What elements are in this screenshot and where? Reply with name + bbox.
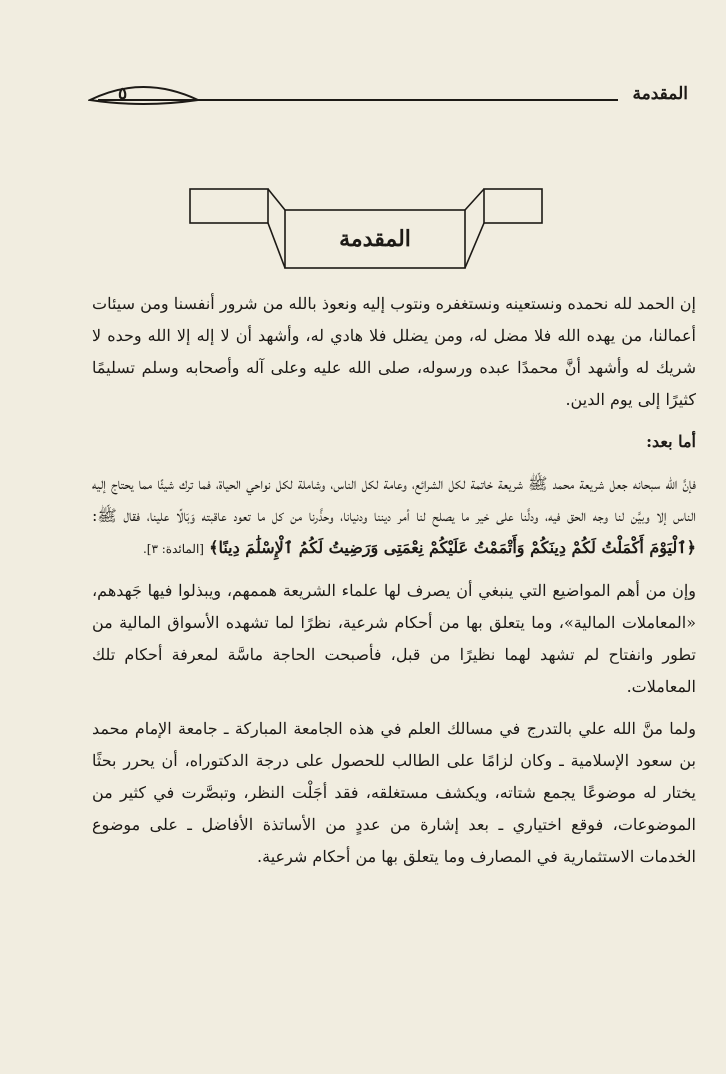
subheading-amma-baad: أما بعد:	[646, 432, 696, 451]
paragraph-research-choice: ولما منَّ الله علي بالتدرج في مسالك العلم في هذه الجامعة المباركة ـ جامعة الإمام محمد بن سعود الإسلامية ـ وكان لزامًا على الطالب للحصول على درجة الدكتوراه، أن يحرر بحثًا يختار له موضوعًا يجمع شتاته، ويكشف مستغلقه، فقد أجَلْت النظر، وتبصَّرت في كثير من الموضوعات، فوقع اختياري ـ بعد إشارة من عددٍ من الأساتذة الأفاضل ـ على موضوع الخدمات الاستثمارية في المصارف وما يتعلق بها من أحكام شرعية.	[92, 719, 697, 866]
body-text	[92, 288, 696, 873]
page-number: ٥	[118, 84, 128, 104]
chapter-title: المقدمة	[339, 226, 411, 252]
paragraph-financial-transactions: وإن من أهم المواضيع التي ينبغي أن يصرف لها علماء الشريعة هممهم، ويبذلوا فيها جَهدهم، «المعاملات المالية»، وما يتعلق بها من أحكام شرعية، نظرًا لما تشهده الأسواق المالية من تطور وانفتاح لم تشهد لهما نظيرًا من قبل، فأصبحت الحاجة ماسَّة لمعرفة أحكام تلك المعاملات.	[92, 581, 696, 696]
quran-verse: ﴿ٱلْيَوْمَ أَكْمَلْتُ لَكُمْ دِينَكُمْ وَأَتْمَمْتُ عَلَيْكُمْ نِعْمَتِى وَرَضِيتُ لَكُمُ ٱلْإِسْلَٰمَ دِينًا﴾	[209, 538, 696, 557]
paragraph-sharia	[92, 468, 696, 565]
running-header	[88, 70, 688, 110]
paragraph-sharia-text: فإنَّ الله سبحانه جعل شريعة محمد ﷺ شريعة خاتمة لكل الشرائع، وعامة لكل الناس، وشاملة لكل نواحي الحياة، فما ترك شيئًا مما يحتاج إليه الناس إلا وبيَّن لنا وجه الحق فيه، ودلَّنا على خير ما يصلح لنا أمر ديننا ودنيانا، وحذَّرنا من كل ما تعود عاقبته وَبَالًا علينا، فقال ﷺ:	[92, 474, 696, 525]
running-title: المقدمة	[632, 84, 688, 104]
verse-reference: [المائدة: ٣].	[142, 542, 204, 556]
header-rule	[88, 70, 688, 110]
paragraph-opening: إن الحمد لله نحمده ونستعينه ونستغفره ونتوب إليه ونعوذ بالله من شرور أنفسنا ومن سيئات أعمالنا، من يهده الله فلا مضل له، ومن يضلل فلا هادي له، وأشهد أن لا إله إلا الله وحده لا شريك له وأشهد أنَّ محمدًا عبده ورسوله، صلى الله عليه وعلى آله وأصحابه وسلم تسليمًا كثيرًا إلى يوم الدين.	[92, 294, 696, 409]
